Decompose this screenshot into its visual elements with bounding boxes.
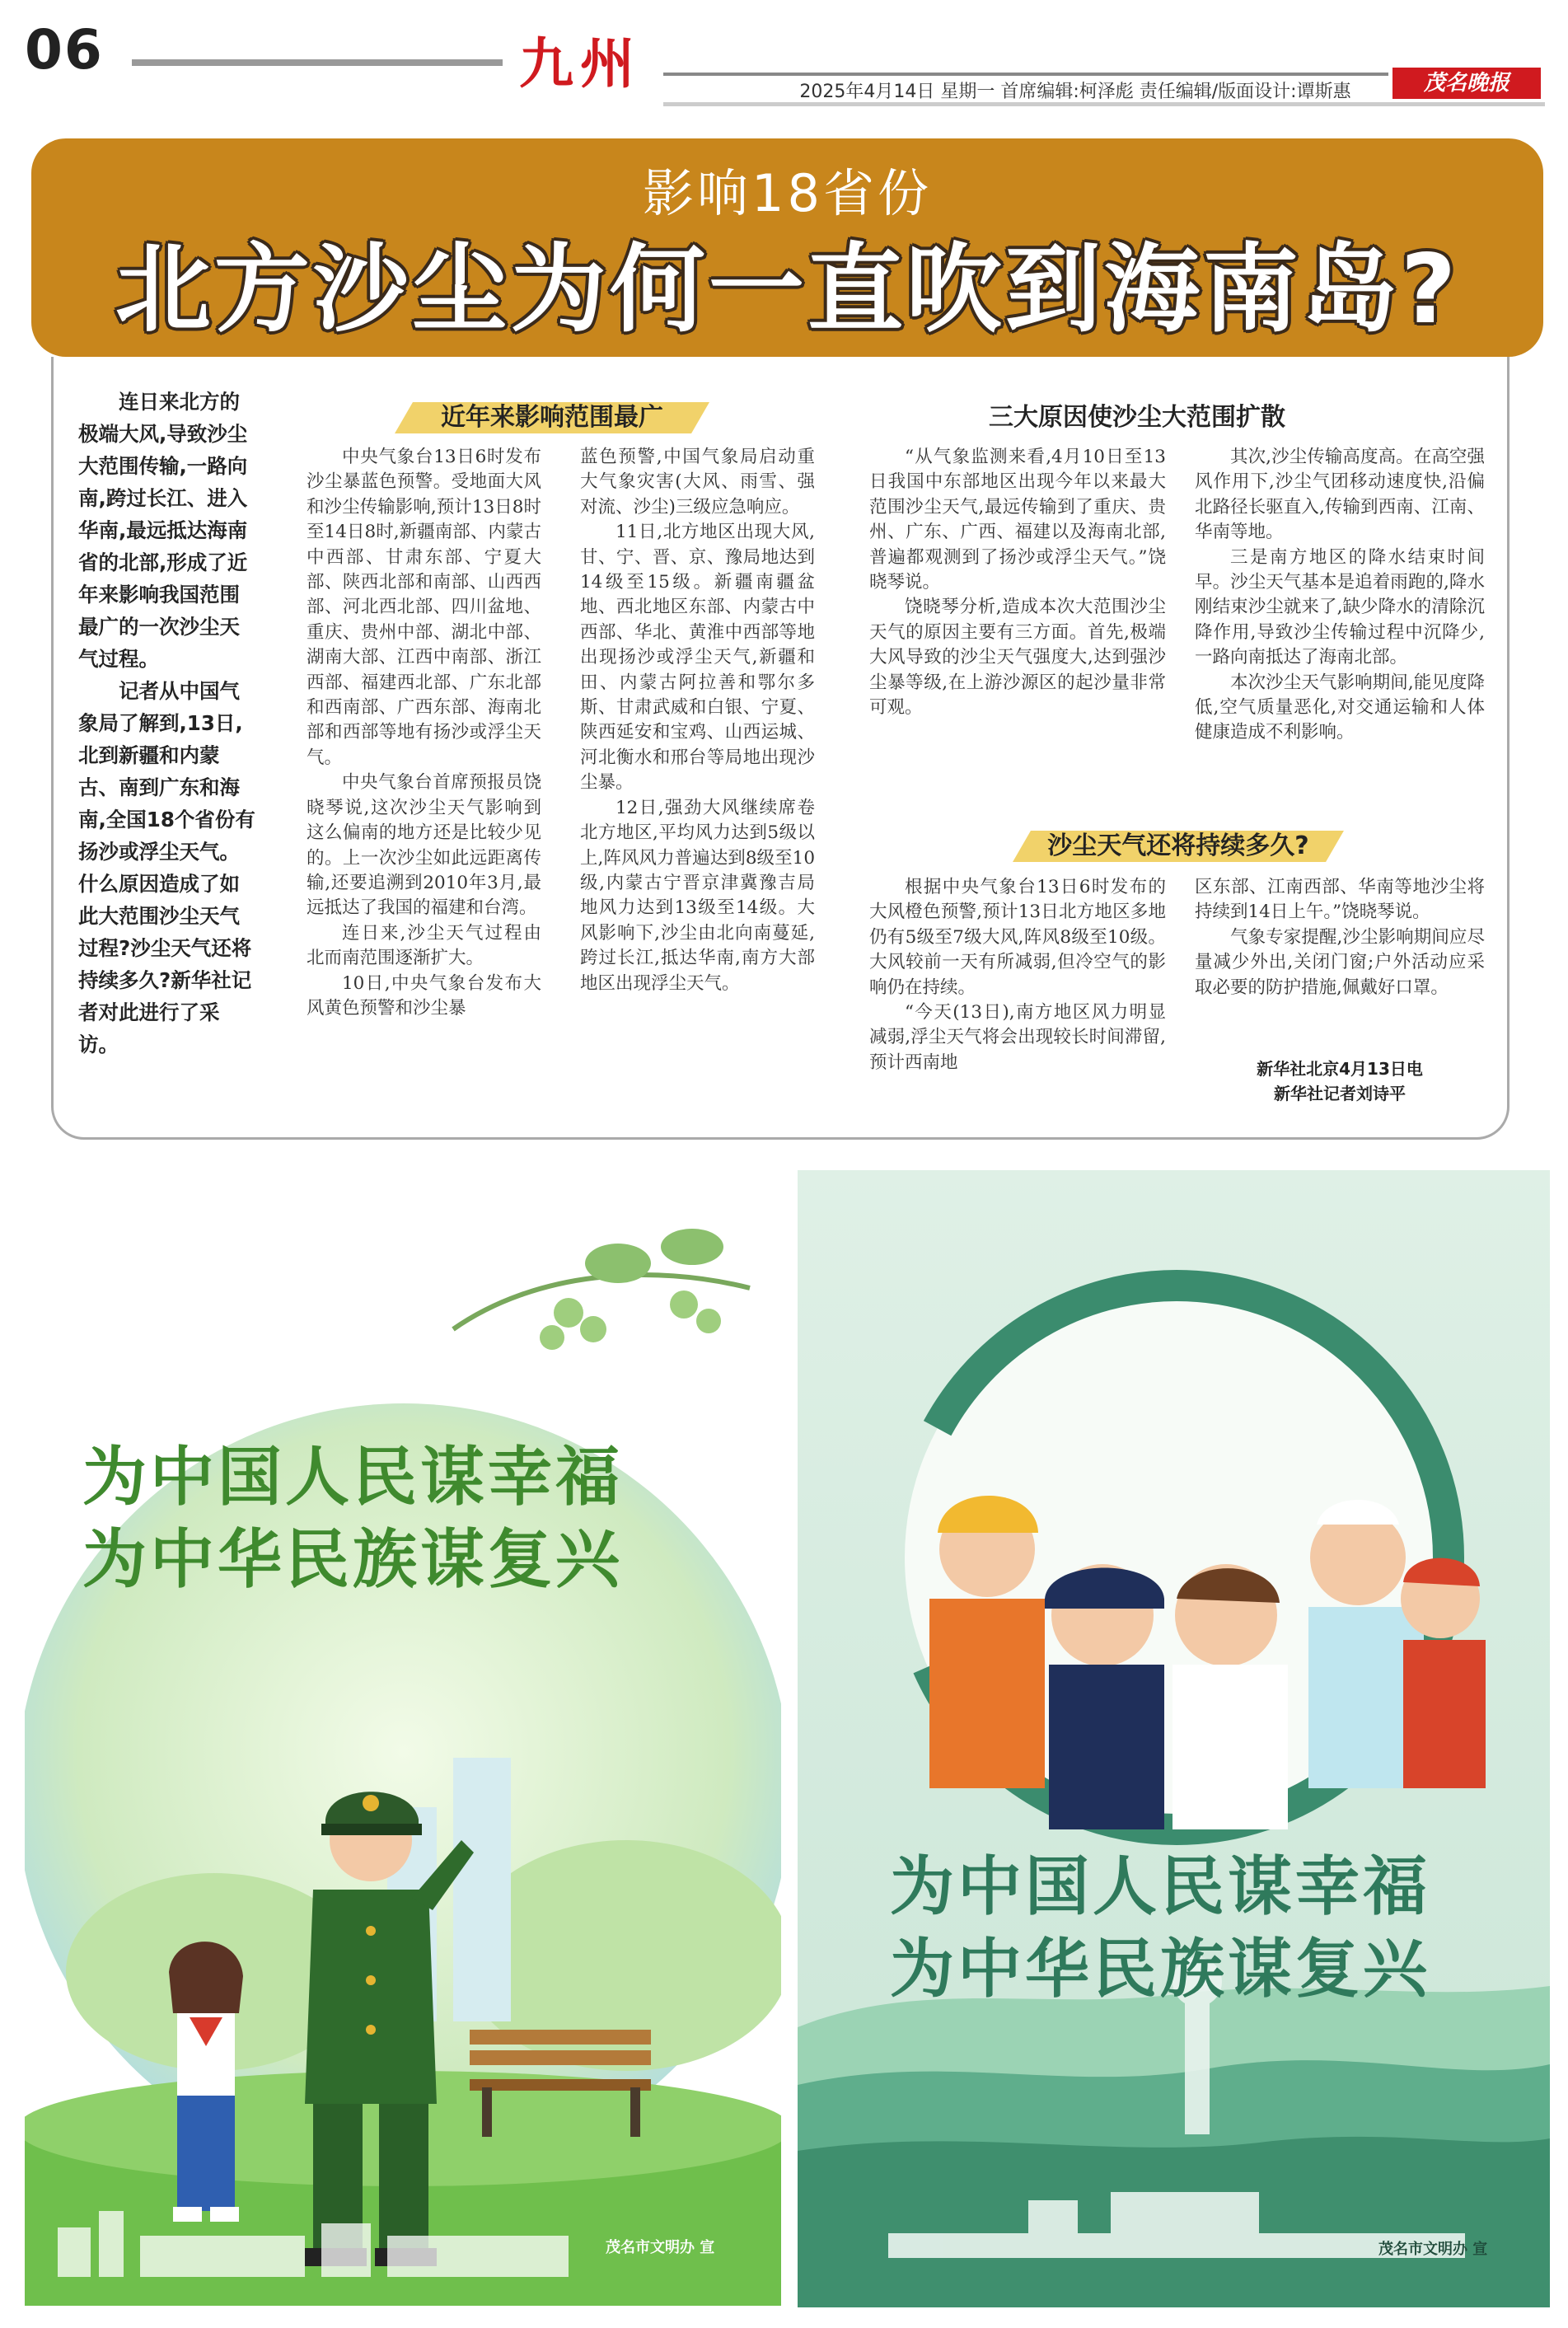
byline-reporter: 新华社记者刘诗平: [1274, 1084, 1406, 1103]
paragraph: 区东部、江南西部、华南等地沙尘将持续到14日上午。”饶晓琴说。: [1195, 877, 1485, 923]
paragraph: 气象专家提醒,沙尘影响期间应尽量减少外出,关闭门窗;户外活动应采取必要的防护措施,佩戴好口罩。: [1195, 926, 1485, 998]
paragraph: 连日来,沙尘天气过程由北而南范围逐渐扩大。: [307, 922, 541, 969]
article-column: [869, 875, 1166, 1075]
article-column: [1195, 445, 1485, 746]
section-heading: 近年来影响范围最广: [441, 403, 663, 432]
poster-slogan-line2: 为中华民族谋复兴: [82, 1523, 624, 1597]
paragraph: 中央气象台首席预报员饶晓琴说,这次沙尘天气影响到这么偏南的地方还是比较少见的。上一次沙尘如此远距离传输,还要追溯到2010年3月,最远抵达了我国的福建和台湾。: [307, 772, 541, 919]
newspaper-logo: 茂名晚报: [1392, 68, 1541, 99]
poster-illustration: [798, 1170, 1550, 2307]
paragraph: 其次,沙尘传输高度高。在高空强风作用下,沙尘气团移动速度快,沿偏北路径长驱直入,传输到西南、江南、华南等地。: [1195, 447, 1485, 543]
poster-credit: 茂名市文明办 宣: [1378, 2241, 1488, 2258]
article-column: [869, 445, 1166, 720]
poster-professions: [798, 1170, 1550, 2307]
masthead-rule-bottom: [663, 102, 1545, 106]
section-heading: 沙尘天气还将持续多久?: [1047, 831, 1309, 860]
article-column: [1195, 875, 1485, 1000]
lead-paragraph: 记者从中国气象局了解到,13日,北到新疆和内蒙古、南到广东和海南,全国18个省份有扬沙或浮尘天气。什么原因造成了如此大范围沙尘天气过程?沙尘天气还将持续多久?新华社记者对此进行了采访。: [78, 679, 255, 1056]
paragraph: “今天(13日),南方地区风力明显减弱,浮尘天气将会出现较长时间滞留,预计西南地: [869, 1002, 1166, 1073]
masthead-rule-top: [663, 73, 1388, 76]
byline: [1195, 1056, 1485, 1106]
paragraph: 本次沙尘天气影响期间,能见度降低,空气质量恶化,对交通运输和人体健康造成不利影响。: [1195, 672, 1485, 743]
byline-dateline: 新华社北京4月13日电: [1257, 1059, 1423, 1079]
headline-subtitle: 影响18省份: [643, 163, 932, 223]
paragraph: 三是南方地区的降水结束时间早。沙尘天气基本是追着雨跑的,降水刚结束沙尘就来了,缺少降水的清除沉降作用,导致沙尘传输过程中沉降少,一路向南抵达了海南北部。: [1195, 546, 1485, 668]
page-number: 06: [25, 18, 104, 82]
poster-soldier: [25, 1214, 781, 2306]
paragraph: 11日,北方地区出现大风,甘、宁、晋、京、豫局地达到14级至15级。新疆南疆盆地、西北地区东部、内蒙古中西部、华北、黄淮中西部等地出现扬沙或浮尘天气,新疆和田、内蒙古阿拉善和鄂尔多斯、甘肃武威和白银、宁夏、陕西延安和宝鸡、山西运城、河北衡水和邢台等局地出现沙尘暴。: [580, 522, 815, 794]
headline-title: 北方沙尘为何一直吹到海南岛?: [115, 234, 1460, 345]
article-column: [307, 445, 541, 1021]
poster-credit: 茂名市文明办 宣: [606, 2239, 715, 2256]
article-column: [580, 445, 815, 996]
paragraph: 蓝色预警,中国气象局启动重大气象灾害(大风、雨雪、强对流、沙尘)三级应急响应。: [580, 447, 815, 518]
section-logo: 九州: [519, 31, 641, 96]
dateline: 2025年4月14日 星期一 首席编辑:柯泽彪 责任编辑/版面设计:谭斯惠: [799, 82, 1351, 102]
paragraph: “从气象监测来看,4月10日至13日我国中东部地区出现今年以来最大范围沙尘天气,最远传输到了重庆、贵州、广东、广西、福建以及海南北部,普遍都观测到了扬沙或浮尘天气。”饶晓琴说。: [869, 447, 1166, 593]
article-lead: [78, 386, 260, 1061]
paragraph: 根据中央气象台13日6时发布的大风橙色预警,预计13日北方地区多地仍有5级至7级大风,阵风8级至10级。大风较前一天有所减弱,但冷空气的影响仍在持续。: [869, 877, 1166, 998]
section-heading: 三大原因使沙尘大范围扩散: [989, 403, 1285, 432]
lead-paragraph: 连日来北方的极端大风,导致沙尘大范围传输,一路向南,跨过长江、进入华南,最远抵达海南省的北部,形成了近年来影响我国范围最广的一次沙尘天气过程。: [78, 390, 248, 671]
poster-slogan-line1: 为中国人民谋幸福: [890, 1850, 1431, 1924]
poster-slogan-line1: 为中国人民谋幸福: [82, 1440, 624, 1515]
poster-illustration: [25, 1214, 781, 2306]
masthead-rule-left: [132, 59, 503, 66]
poster-slogan-line2: 为中华民族谋复兴: [890, 1932, 1431, 2007]
paragraph: 12日,强劲大风继续席卷北方地区,平均风力达到5级以上,阵风风力普遍达到8级至10级,内蒙古宁晋京津冀豫吉局地风力达到13级至14级。大风影响下,沙尘由北向南蔓延,跨过长江,抵达华南,南方大部地区出现浮尘天气。: [580, 797, 815, 994]
paragraph: 10日,中央气象台发布大风黄色预警和沙尘暴: [307, 972, 541, 1019]
paragraph: 中央气象台13日6时发布沙尘暴蓝色预警。受地面大风和沙尘传输影响,预计13日8时至14日8时,新疆南部、内蒙古中西部、甘肃东部、宁夏大部、陕西北部和南部、山西西部、河北西北部、四川盆地、重庆、贵州中部、湖北中部、湖南大部、江西中南部、浙江西部、福建西北部、广东北部和西南部、广西东部、海南北部和西部等地有扬沙或浮尘天气。: [307, 447, 541, 768]
paragraph: 饶晓琴分析,造成本次大范围沙尘天气的原因主要有三方面。首先,极端大风导致的沙尘天气强度大,达到强沙尘暴等级,在上游沙源区的起沙量非常可观。: [869, 597, 1166, 719]
